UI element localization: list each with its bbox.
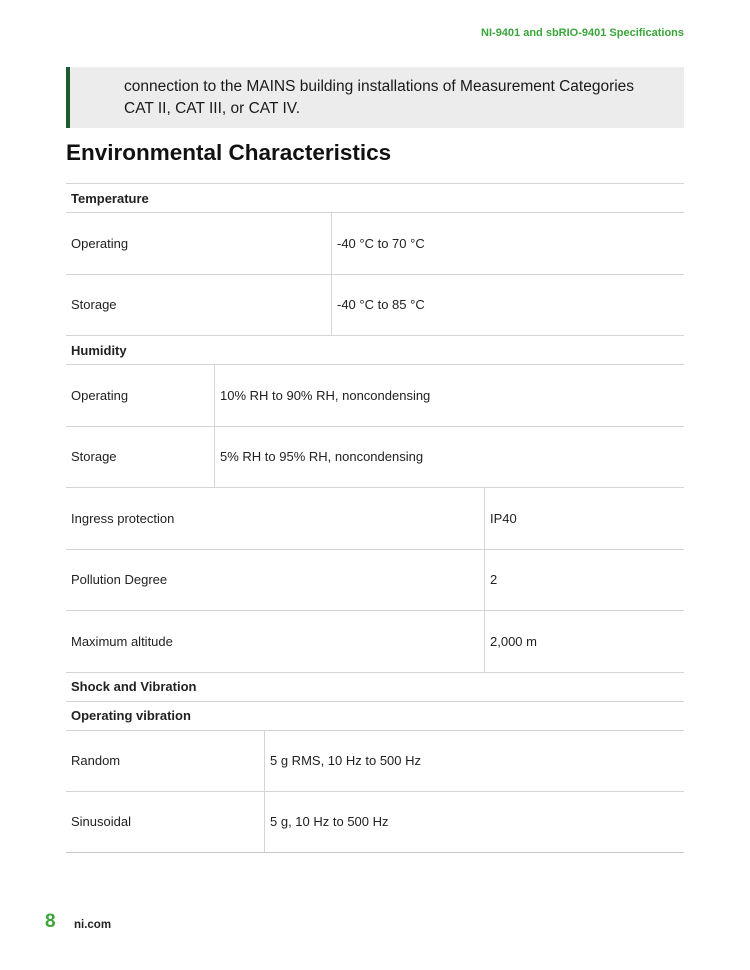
- document-header-title: NI-9401 and sbRIO-9401 Specifications: [481, 27, 684, 39]
- shock-vibration-heading: Shock and Vibration: [71, 679, 197, 694]
- humidity-operating-label: Operating: [71, 387, 129, 403]
- humidity-operating-value: 10% RH to 90% RH, noncondensing: [214, 365, 684, 426]
- random-vibration-value: 5 g RMS, 10 Hz to 500 Hz: [264, 731, 684, 792]
- sinusoidal-vibration-label: Sinusoidal: [71, 814, 131, 830]
- sinusoidal-vibration-row: [66, 791, 684, 853]
- callout-line-2: CAT II, CAT III, or CAT IV.: [124, 100, 301, 117]
- maximum-altitude-label: Maximum altitude: [71, 633, 173, 649]
- humidity-heading: Humidity: [71, 342, 127, 358]
- temperature-storage-label: Storage: [71, 297, 117, 313]
- callout-line-1: connection to the MAINS building installations of Measurement Categories: [124, 78, 635, 95]
- temperature-header-row: [66, 183, 684, 212]
- random-vibration-label: Random: [71, 753, 121, 769]
- humidity-header-row: [66, 335, 684, 364]
- shock-vibration-header-row: [66, 672, 684, 701]
- ingress-protection-row: [66, 487, 684, 549]
- temperature-heading: Temperature: [71, 190, 149, 206]
- humidity-storage-row: [66, 426, 684, 488]
- environmental-spec-table: [66, 183, 684, 853]
- temperature-storage-value: -40 °C to 85 °C: [331, 275, 684, 336]
- pollution-degree-label: Pollution Degree: [71, 572, 168, 588]
- temperature-operating-label: Operating: [71, 235, 129, 251]
- maximum-altitude-value: 2,000 m: [484, 611, 684, 672]
- ingress-protection-value: IP40: [484, 488, 684, 549]
- humidity-storage-value: 5% RH to 95% RH, noncondensing: [214, 427, 684, 488]
- sinusoidal-vibration-value: 5 g, 10 Hz to 500 Hz: [264, 792, 684, 852]
- pollution-degree-value: 2: [484, 550, 684, 611]
- page-number: 8: [45, 911, 56, 932]
- temperature-operating-value: -40 °C to 70 °C: [331, 213, 684, 274]
- random-vibration-row: [66, 730, 684, 792]
- temperature-operating-row: [66, 212, 684, 274]
- temperature-storage-row: [66, 274, 684, 336]
- maximum-altitude-row: [66, 610, 684, 672]
- operating-vibration-header-row: [66, 701, 684, 730]
- note-callout: [66, 67, 684, 128]
- ingress-protection-label: Ingress protection: [71, 510, 175, 526]
- section-title: Environmental Characteristics: [66, 140, 392, 165]
- footer-site-link[interactable]: ni.com: [74, 919, 112, 931]
- humidity-storage-label: Storage: [71, 449, 117, 465]
- humidity-operating-row: [66, 364, 684, 426]
- pollution-degree-row: [66, 549, 684, 611]
- operating-vibration-heading: Operating vibration: [71, 708, 191, 723]
